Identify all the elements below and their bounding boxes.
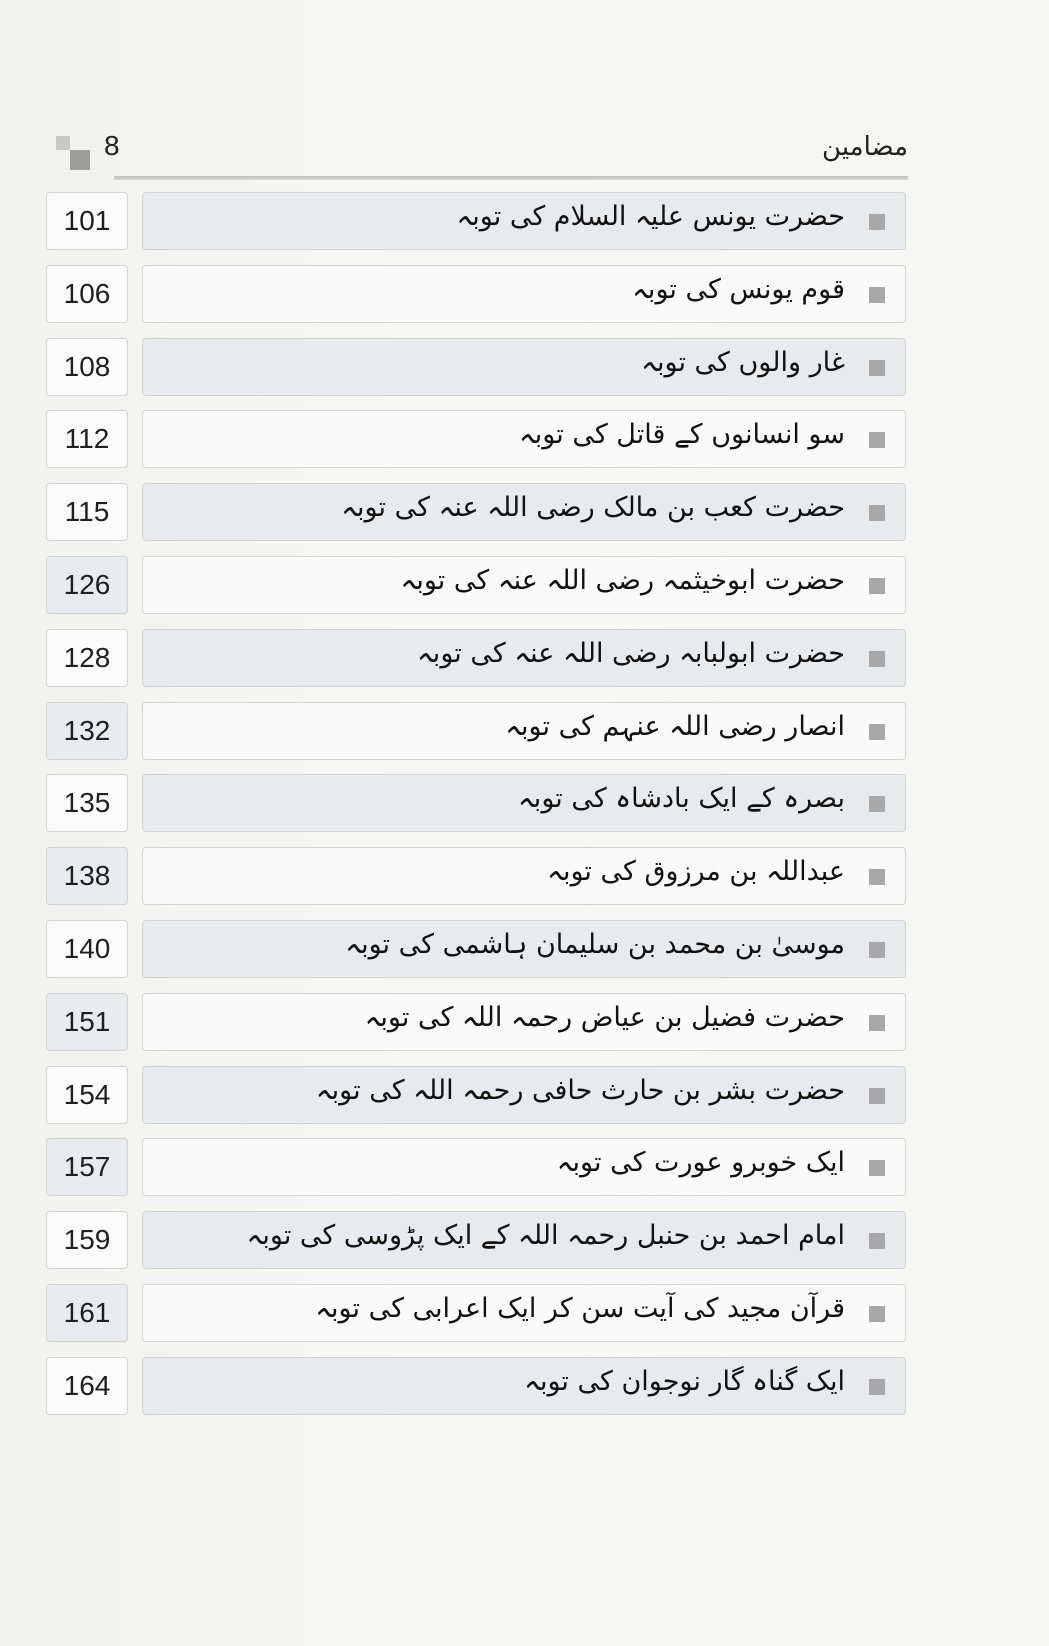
toc-page-number: 112 (46, 410, 128, 468)
toc-title-box (142, 847, 906, 905)
toc-title-box (142, 1284, 906, 1342)
toc-page-number: 115 (46, 483, 128, 541)
toc-title-box (142, 1211, 906, 1269)
large-square (70, 150, 90, 170)
toc-title-box (142, 338, 906, 396)
toc-title: حضرت یونس علیہ السلام کی توبہ (456, 201, 845, 232)
toc-page-number: 154 (46, 1066, 128, 1124)
toc-page-number: 151 (46, 993, 128, 1051)
toc-row[interactable] (46, 847, 906, 908)
toc-page-number: 106 (46, 265, 128, 323)
toc-title: قرآن مجید کی آیت سن کر ایک اعرابی کی توبہ (315, 1292, 845, 1324)
toc-page-number: 161 (46, 1284, 128, 1342)
square-bullet-icon (869, 1233, 885, 1249)
toc-title-box (142, 192, 906, 250)
section-title: مضامین (822, 132, 908, 162)
toc-row[interactable] (46, 993, 906, 1054)
square-bullet-icon (869, 505, 885, 521)
toc-title-box (142, 920, 906, 978)
header-rule (114, 176, 908, 180)
square-bullet-icon (869, 432, 885, 448)
toc-title: حضرت بشر بن حارث حافی رحمہ اللہ کی توبہ (315, 1074, 845, 1106)
toc-title: حضرت فضیل بن عیاض رحمہ اللہ کی توبہ (364, 1001, 845, 1033)
toc-title: ایک گناہ گار نوجوان کی توبہ (524, 1365, 845, 1397)
square-bullet-icon (869, 1379, 885, 1395)
toc-title-box (142, 483, 906, 541)
square-bullet-icon (869, 214, 885, 230)
toc-row[interactable] (46, 1357, 906, 1418)
toc-row[interactable] (46, 410, 906, 471)
toc-title: عبداللہ بن مرزوق کی توبہ (547, 856, 845, 888)
toc-title: ایک خوبرو عورت کی توبہ (556, 1147, 845, 1179)
table-of-contents (46, 192, 906, 1430)
toc-title-box (142, 993, 906, 1051)
square-bullet-icon (869, 578, 885, 594)
toc-row[interactable] (46, 702, 906, 763)
toc-title: حضرت کعب بن مالک رضی اللہ عنہ کی توبہ (341, 492, 845, 524)
toc-row[interactable] (46, 1066, 906, 1127)
square-bullet-icon (869, 869, 885, 885)
toc-title-box (142, 556, 906, 614)
toc-title-box (142, 1066, 906, 1124)
toc-title: قوم یونس کی توبہ (632, 273, 845, 305)
toc-row[interactable] (46, 774, 906, 835)
square-bullet-icon (869, 1015, 885, 1031)
toc-title: موسیٰ بن محمد بن سلیمان ہاشمی کی توبہ (345, 928, 845, 960)
toc-page-number: 135 (46, 774, 128, 832)
square-bullet-icon (869, 942, 885, 958)
square-bullet-icon (869, 1306, 885, 1322)
toc-title-box (142, 702, 906, 760)
toc-page-number: 159 (46, 1211, 128, 1269)
square-bullet-icon (869, 360, 885, 376)
toc-title-box (142, 774, 906, 832)
toc-row[interactable] (46, 483, 906, 544)
toc-title: حضرت ابولبابہ رضی اللہ عنہ کی توبہ (416, 637, 845, 669)
square-bullet-icon (869, 724, 885, 740)
toc-row[interactable] (46, 920, 906, 981)
toc-row[interactable] (46, 1284, 906, 1345)
toc-page-number: 138 (46, 847, 128, 905)
toc-row[interactable] (46, 192, 906, 253)
toc-row[interactable] (46, 556, 906, 617)
toc-title: غار والوں کی توبہ (641, 346, 845, 378)
toc-title: انصار رضی اللہ عنہم کی توبہ (505, 710, 845, 742)
toc-row[interactable] (46, 629, 906, 690)
toc-row[interactable] (46, 338, 906, 399)
toc-title: سو انسانوں کے قاتل کی توبہ (518, 419, 845, 451)
toc-page-number: 108 (46, 338, 128, 396)
page-header (52, 128, 908, 180)
toc-title-box (142, 629, 906, 687)
toc-title: بصرہ کے ایک بادشاہ کی توبہ (517, 783, 845, 815)
toc-page-number: 140 (46, 920, 128, 978)
toc-title-box (142, 1138, 906, 1196)
toc-row[interactable] (46, 1138, 906, 1199)
toc-page-number: 126 (46, 556, 128, 614)
toc-title-box (142, 410, 906, 468)
toc-row[interactable] (46, 265, 906, 326)
toc-page-number: 128 (46, 629, 128, 687)
toc-title-box (142, 1357, 906, 1415)
toc-title-box (142, 265, 906, 323)
corner-squares-decoration (52, 134, 92, 170)
toc-page-number: 101 (46, 192, 128, 250)
small-square (56, 136, 70, 150)
toc-page-number: 164 (46, 1357, 128, 1415)
toc-title: امام احمد بن حنبل رحمہ اللہ کے ایک پڑوسی کی توبہ (246, 1220, 845, 1252)
square-bullet-icon (869, 651, 885, 667)
square-bullet-icon (869, 287, 885, 303)
square-bullet-icon (869, 1160, 885, 1176)
square-bullet-icon (869, 796, 885, 812)
page-number: 8 (104, 130, 120, 161)
toc-title: حضرت ابوخیثمہ رضی اللہ عنہ کی توبہ (400, 564, 845, 596)
toc-page-number: 157 (46, 1138, 128, 1196)
toc-row[interactable] (46, 1211, 906, 1272)
square-bullet-icon (869, 1088, 885, 1104)
toc-page-number: 132 (46, 702, 128, 760)
